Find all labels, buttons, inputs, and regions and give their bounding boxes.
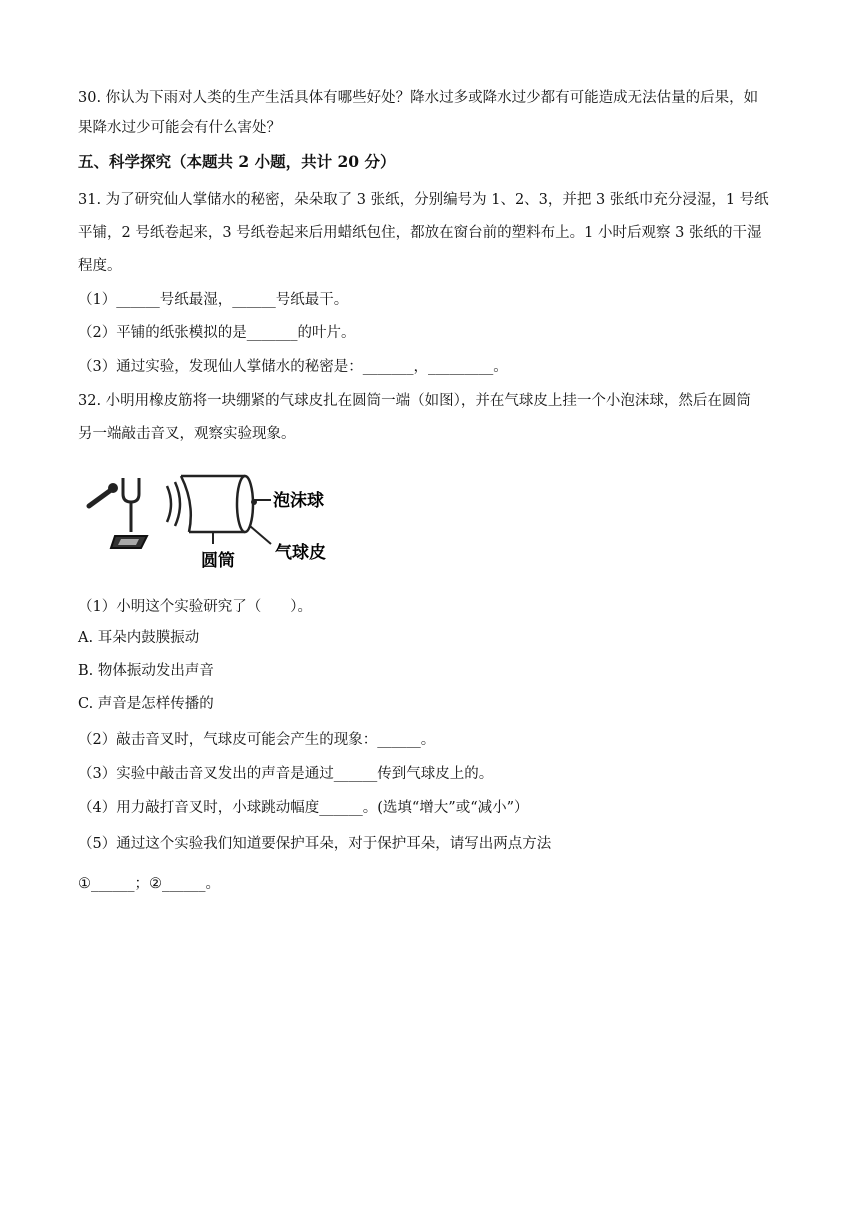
tuning-fork-prongs	[123, 478, 139, 502]
tuning-fork-base-inner	[118, 539, 139, 545]
q32-subquestion-5: （5）通过这个实验我们知道要保护耳朵，对于保护耳朵，请写出两点方法	[78, 836, 552, 852]
balloon-skin-pointer	[250, 526, 271, 544]
section-5-heading: 五、科学探究（本题共 2 小题，共计 20 分）	[78, 152, 396, 171]
hammer-handle	[89, 490, 111, 506]
q32-text-line-2: 另一端敲击音叉，观察实验现象。	[78, 426, 296, 442]
q32-subquestion-3: （3）实验中敲击音叉发出的声音是通过______传到气球皮上的。	[78, 766, 494, 782]
q31-text-line-1: 31. 为了研究仙人掌储水的秘密，朵朵取了 3 张纸，分别编号为 1、2、3，并把 3 张纸巾充分浸湿，1 号纸	[78, 192, 769, 208]
q32-text-line-1: 32. 小明用橡皮筋将一块绷紧的气球皮扎在圆筒一端（如图），并在气球皮上挂一个小泡沫球，然后在圆筒	[78, 393, 751, 409]
q31-subquestion-3: （3）通过实验，发现仙人掌储水的秘密是：_______，_________。	[78, 359, 508, 375]
tube-open-end	[181, 476, 191, 532]
q31-text-line-2: 平铺，2 号纸卷起来，3 号纸卷起来后用蜡纸包住，都放在窗台前的塑料布上。1 小时后观察 3 张纸的干湿	[78, 225, 762, 241]
experiment-diagram	[85, 474, 350, 574]
tube-balloon-end	[237, 476, 253, 532]
q32-subquestion-2: （2）敲击音叉时，气球皮可能会产生的现象：______。	[78, 732, 436, 748]
q32-subquestion-1: （1）小明这个实验研究了（ ）。	[78, 599, 312, 615]
hammer-head	[108, 483, 118, 493]
q30-text-line-1: 30. 你认为下雨对人类的生产生活具体有哪些好处？降水过多或降水过少都有可能造成无法估量的后果，如	[78, 90, 759, 106]
sound-wave-2	[175, 482, 180, 526]
q32-subquestion-4: （4）用力敲打音叉时，小球跳动幅度______。(选填“增大”或“减小”）	[78, 800, 529, 816]
q30-text-line-2: 果降水过少可能会有什么害处？	[78, 120, 281, 136]
q32-answer-line: ①______；②______。	[78, 876, 220, 892]
q31-subquestion-1: （1）______号纸最湿，______号纸最干。	[78, 292, 349, 308]
q32-option-a: A. 耳朵内鼓膜振动	[78, 630, 200, 646]
q32-option-b: B. 物体振动发出声音	[78, 663, 214, 679]
tube-label: 圆筒	[201, 551, 235, 571]
balloon-skin-label: 气球皮	[275, 543, 326, 563]
q31-subquestion-2: （2）平铺的纸张模拟的是_______的叶片。	[78, 325, 356, 341]
sound-wave-1	[167, 486, 171, 522]
q32-option-c: C. 声音是怎样传播的	[78, 696, 214, 712]
tuning-fork-tube-figure	[85, 474, 350, 574]
q31-text-line-3: 程度。	[78, 258, 122, 274]
foam-ball-label: 泡沫球	[273, 491, 324, 511]
